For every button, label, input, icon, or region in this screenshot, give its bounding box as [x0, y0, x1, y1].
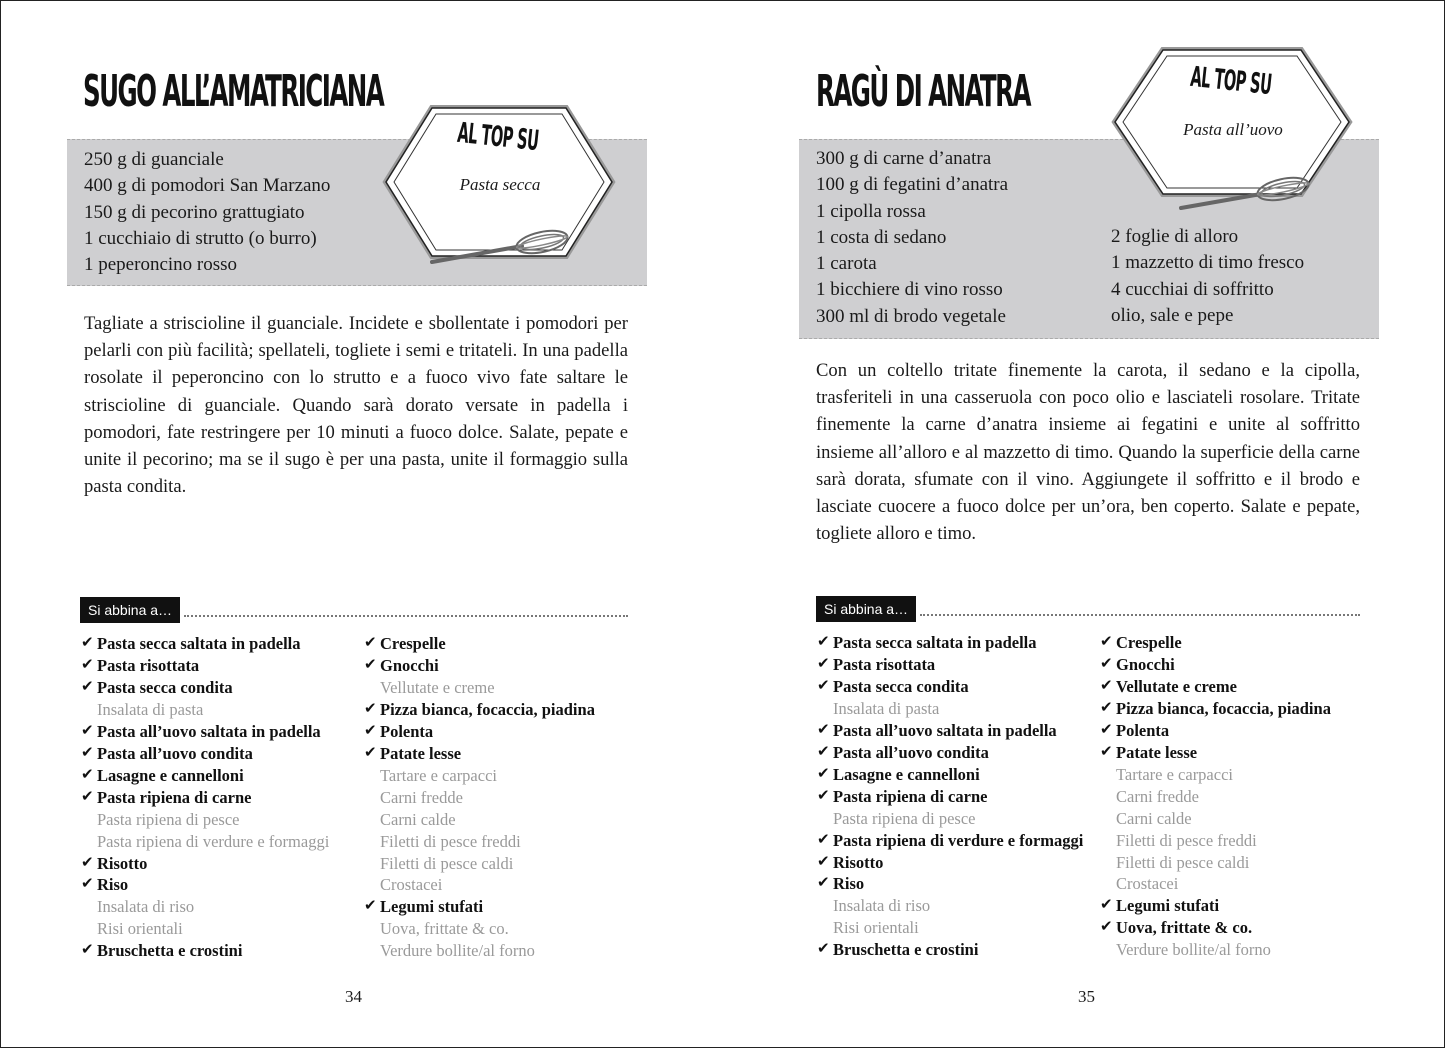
dotted-rule	[184, 615, 628, 617]
pairing-item-checked: ✔ Pasta secca condita	[81, 677, 329, 699]
pairing-item-checked: ✔ Crespelle	[1100, 632, 1331, 654]
badge-subtitle: Pasta secca	[459, 175, 541, 194]
pairing-item-unchecked: Carni calde	[1116, 808, 1192, 828]
pairing-item-checked: ✔ Bruschetta e crostini	[817, 939, 1083, 961]
pairing-item-checked: ✔ Riso	[817, 873, 1083, 895]
pairing-item-unchecked: Filetti di pesce freddi	[380, 831, 521, 851]
al-top-su-badge	[1111, 42, 1356, 217]
ingredients-list	[84, 147, 330, 278]
ingredient-item: 1 peperoncino rosso	[84, 254, 238, 276]
pairing-item-checked: ✔ Pasta all’uovo saltata in padella	[817, 720, 1083, 742]
ingredient-item: 250 g di guanciale	[84, 149, 224, 170]
pairing-item-checked: ✔ Legumi stufati	[1100, 895, 1331, 917]
pairing-item-unchecked: Pasta ripiena di verdure e formaggi	[97, 831, 330, 851]
ingredient-item: olio, sale e pepe	[1111, 304, 1234, 326]
pairing-item-checked: ✔ Uova, frittate & co.	[1100, 917, 1331, 939]
pairing-item-checked: ✔ Patate lesse	[364, 743, 595, 765]
ingredients-list-2	[1111, 224, 1304, 329]
page-number: 35	[1078, 987, 1095, 1006]
pairing-item-checked: ✔ Polenta	[364, 721, 595, 743]
ingredients-list	[816, 146, 1008, 330]
pairing-item-checked: ✔ Legumi stufati	[364, 896, 595, 918]
pairing-item-checked: ✔ Gnocchi	[364, 655, 595, 677]
pairing-item-unchecked: Insalata di riso	[833, 896, 931, 916]
pairing-item-unchecked: Carni calde	[380, 809, 456, 829]
al-top-su-badge	[380, 100, 620, 275]
recipe-instructions: Tagliate a striscioline il guanciale. Incidete e sbollentate i pomodori per pelarli con più facilità; spellateli, togliete i semi e tritateli. In una padella rosolate il peperoncino con lo strutto e a fuoco vivo fate saltare le striscioline di guanciale. Quando sarà dorato versate in padella i pomodori, fate restringere per 10 minuti a fuoco dolce. Salate, pepate e unite il pecorino; ma se il sugo è per una pasta, unite il formaggio sulla pasta condita.	[84, 313, 628, 498]
ingredient-item: 4 cucchiai di soffritto	[1111, 278, 1274, 300]
abbina-label: Si abbina a…	[816, 596, 916, 622]
pairing-item-checked: ✔ Pasta ripiena di carne	[81, 787, 329, 809]
pairing-item-unchecked: Insalata di pasta	[97, 699, 204, 719]
pairing-item-checked: ✔ Vellutate e creme	[1100, 676, 1331, 698]
pairing-item-unchecked: Filetti di pesce caldi	[380, 853, 514, 873]
pairing-item-unchecked: Risi orientali	[833, 918, 919, 938]
pairing-item-checked: ✔ Pizza bianca, focaccia, piadina	[364, 699, 595, 721]
pairing-item-checked: ✔ Pasta ripiena di carne	[817, 786, 1083, 808]
ingredient-item: 2 foglie di alloro	[1111, 226, 1239, 247]
badge-subtitle: Pasta all’uovo	[1183, 120, 1283, 139]
ingredient-item: 1 carota	[816, 253, 877, 275]
ingredient-item: 1 mazzetto di timo fresco	[1111, 252, 1305, 274]
ingredient-item: 400 g di pomodori San Marzano	[84, 175, 331, 197]
abbina-label: Si abbina a…	[80, 597, 180, 623]
dotted-rule	[920, 614, 1360, 616]
pairing-item-unchecked: Uova, frittate & co.	[380, 919, 509, 939]
ingredient-item: 100 g di fegatini d’anatra	[816, 174, 1009, 196]
pairing-item-checked: ✔ Pizza bianca, focaccia, piadina	[1100, 698, 1331, 720]
abbina-header	[80, 597, 628, 623]
pairing-column-2	[364, 633, 595, 962]
pairing-item-unchecked: Verdure bollite/al forno	[1116, 940, 1271, 960]
pairing-item-checked: ✔ Riso	[81, 874, 329, 896]
pairing-item-checked: ✔ Lasagne e cannelloni	[81, 765, 329, 787]
pairing-item-checked: ✔ Pasta all’uovo condita	[81, 743, 329, 765]
pairing-item-unchecked: Carni fredde	[1116, 786, 1199, 806]
pairing-item-checked: ✔ Lasagne e cannelloni	[817, 764, 1083, 786]
pairing-item-unchecked: Carni fredde	[380, 787, 463, 807]
pairing-item-unchecked: Filetti di pesce freddi	[1116, 830, 1257, 850]
pairing-item-unchecked: Insalata di pasta	[833, 698, 940, 718]
pairing-item-unchecked: Tartare e carpacci	[1116, 764, 1233, 784]
pairing-item-checked: ✔ Pasta all’uovo saltata in padella	[81, 721, 329, 743]
pairing-item-checked: ✔ Crespelle	[364, 633, 595, 655]
ingredient-item: 300 ml di brodo vegetale	[816, 305, 1006, 327]
right-page	[723, 0, 1445, 1048]
pairing-item-unchecked: Pasta ripiena di pesce	[833, 808, 976, 828]
pairing-item-unchecked: Verdure bollite/al forno	[380, 941, 535, 961]
ingredient-item: 1 costa di sedano	[816, 226, 947, 248]
pairing-item-unchecked: Filetti di pesce caldi	[1116, 852, 1250, 872]
left-page	[0, 0, 722, 1048]
pairing-item-checked: ✔ Polenta	[1100, 720, 1331, 742]
ingredient-item: 1 cipolla rossa	[816, 200, 926, 222]
pairing-item-checked: ✔ Pasta risottata	[817, 654, 1083, 676]
pairing-item-checked: ✔ Pasta secca saltata in padella	[81, 633, 329, 655]
pairing-item-checked: ✔ Pasta all’uovo condita	[817, 742, 1083, 764]
badge-title: AL TOP SU	[455, 115, 541, 158]
pairing-item-unchecked: Risi orientali	[97, 919, 183, 939]
pairing-item-unchecked: Vellutate e creme	[380, 677, 495, 697]
recipe-title: SUGO ALL’AMATRICIANA	[83, 66, 384, 117]
recipe-title: RAGÙ DI ANATRA	[816, 66, 1030, 117]
pairing-item-unchecked: Tartare e carpacci	[380, 765, 497, 785]
pairing-column-1	[817, 632, 1083, 961]
page-number: 34	[345, 987, 362, 1006]
pairing-item-checked: ✔ Pasta ripiena di verdure e formaggi	[817, 830, 1083, 852]
ingredient-item: 1 cucchiaio di strutto (o burro)	[84, 227, 317, 249]
pairing-item-checked: ✔ Risotto	[81, 853, 329, 875]
badge-title: AL TOP SU	[1188, 59, 1274, 102]
pairing-item-unchecked: Insalata di riso	[97, 897, 195, 917]
ingredient-item: 150 g di pecorino grattugiato	[84, 201, 305, 223]
pairing-item-checked: ✔ Pasta risottata	[81, 655, 329, 677]
pairing-item-checked: ✔ Gnocchi	[1100, 654, 1331, 676]
pairing-item-checked: ✔ Pasta secca saltata in padella	[817, 632, 1083, 654]
pairing-column-1	[81, 633, 329, 962]
pairing-item-checked: ✔ Risotto	[817, 852, 1083, 874]
pairing-item-unchecked: Crostacei	[1116, 874, 1179, 894]
abbina-header	[816, 596, 1360, 622]
pairing-item-checked: ✔ Patate lesse	[1100, 742, 1331, 764]
recipe-instructions: Con un coltello tritate finemente la carota, il sedano e la cipolla, trasferiteli in una casseruola con poco olio e lasciateli rosolare. Tritate finemente la carne d’anatra insieme ai fegatini e unite al soffritto insieme all’alloro e al mazzetto di timo. Quando la superficie della carne sarà dorata, sfumate con il vino. Aggiungete il soffritto e il brodo e lasciate cuocere a fuoco dolce per un’ora, ben coperto. Salate e pepate, togliete alloro e timo.	[816, 360, 1360, 545]
pairing-item-unchecked: Pasta ripiena di pesce	[97, 809, 240, 829]
ingredient-item: 1 bicchiere di vino rosso	[816, 279, 1003, 301]
pairing-item-checked: ✔ Bruschetta e crostini	[81, 940, 329, 962]
pairing-item-checked: ✔ Pasta secca condita	[817, 676, 1083, 698]
pairing-column-2	[1100, 632, 1331, 961]
pairing-item-unchecked: Crostacei	[380, 875, 443, 895]
ingredient-item: 300 g di carne d’anatra	[816, 148, 992, 169]
